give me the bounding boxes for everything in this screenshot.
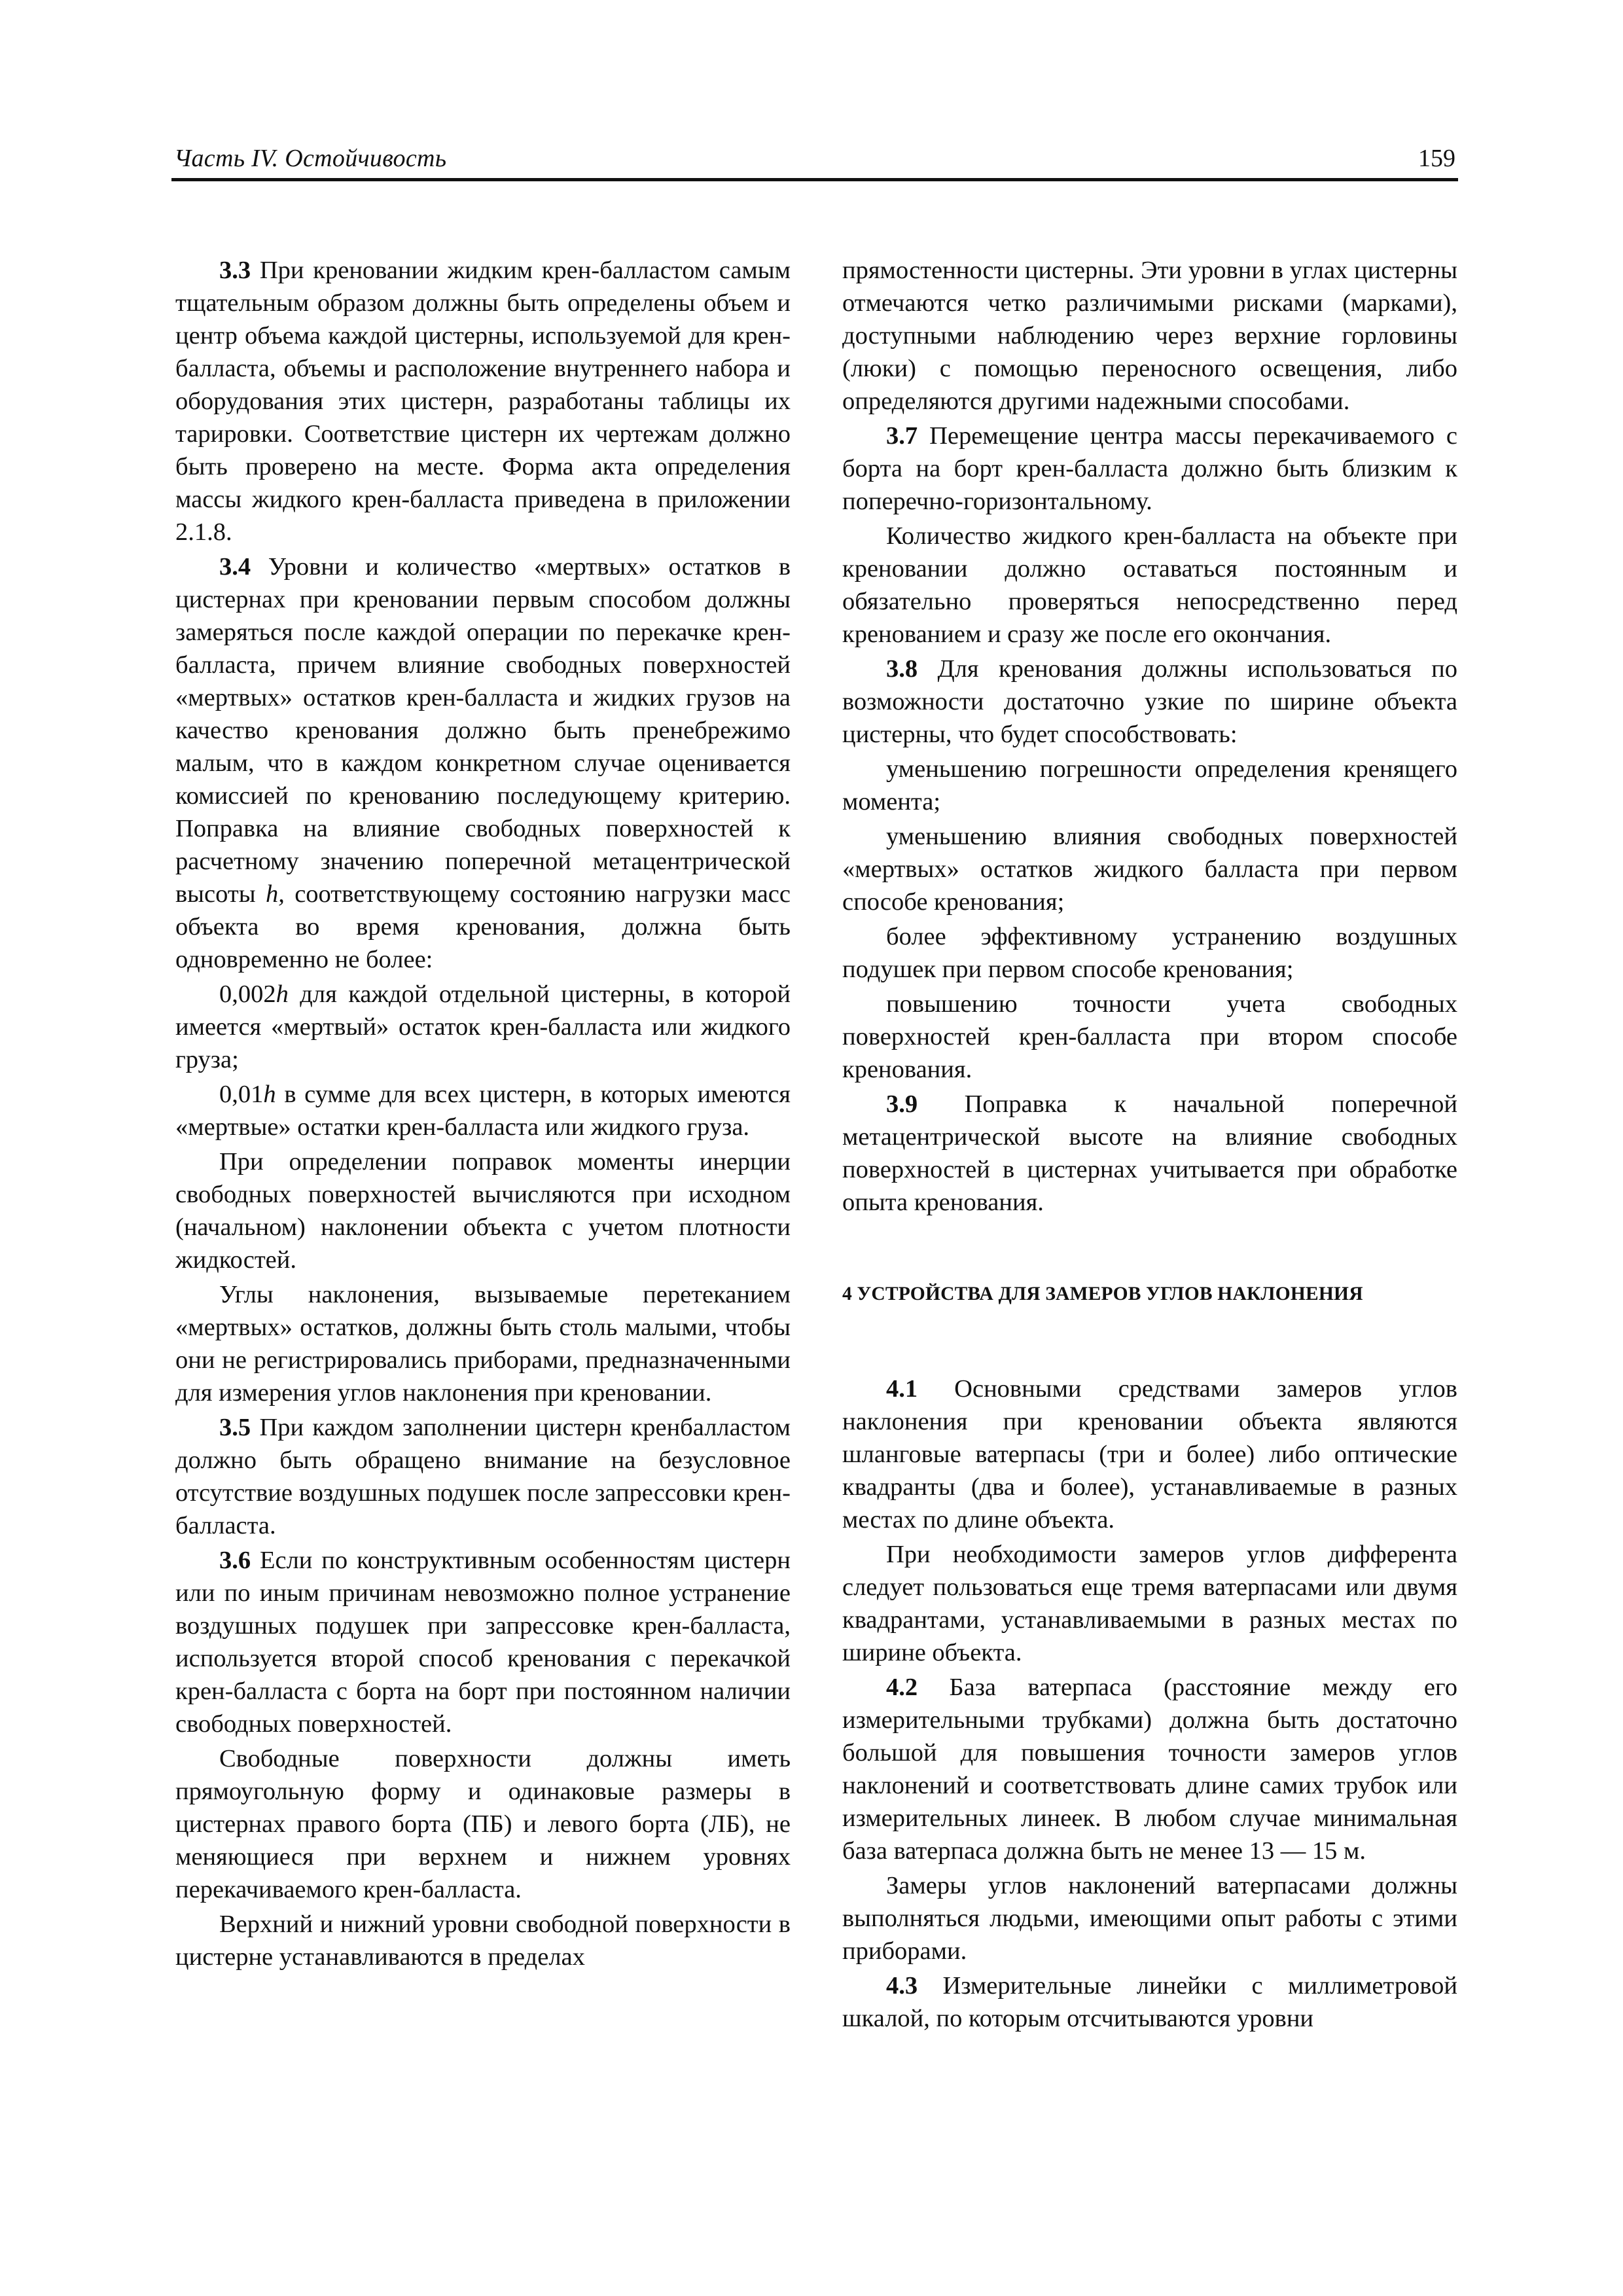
list-item-single-tank bbox=[175, 978, 791, 1076]
clause-number: 3.3 bbox=[219, 257, 251, 284]
math-variable: h, bbox=[265, 880, 285, 908]
paragraph-operators: Замеры углов наклонений ватерпасами должны выполняться людьми, имеющими опыт работы с этими приборами. bbox=[842, 1872, 1457, 1965]
clause-number: 3.9 bbox=[886, 1090, 918, 1118]
paragraph-text: Основными средствами замеров углов наклонения при креновании объекта являются шланговые ватерпасы (три и более) либо оптические квадранты (два и более), устанавливаемые в разных местах по длине объекта. bbox=[842, 1375, 1457, 1534]
page-number: 159 bbox=[1418, 145, 1455, 172]
math-variable: h bbox=[276, 980, 289, 1008]
running-header bbox=[171, 139, 1458, 181]
paragraph-levels: Верхний и нижний уровни свободной поверхности в цистерне устанавливаются в пределах bbox=[175, 1910, 791, 1971]
section-heading: 4 УСТРОЙСТВА ДЛЯ ЗАМЕРОВ УГЛОВ НАКЛОНЕНИЯ bbox=[842, 1283, 1363, 1304]
paragraph-text: При креновании жидким крен-балластом самым тщательным образом должны быть определены объем и центр объема каждой цистерны, используемой для крен-балласта, объемы и расположение внутреннего набора и оборудования этих цистерн, разработаны таблицы их тарировки. Соответствие цистерн их чертежам должно быть проверено на месте. Форма акта определения массы жидкого крен-балласта приведена в приложении 2.1.8. bbox=[175, 257, 791, 546]
paragraph-free-surfaces: Свободные поверхности должны иметь прямоугольную форму и одинаковые размеры в цистернах правого борта (ПБ) и левого борта (ЛБ), не меняющиеся при верхнем и нижнем уровнях перекачиваемого крен-балласта. bbox=[175, 1745, 791, 1903]
math-variable: h bbox=[263, 1081, 276, 1108]
paragraph-4-3 bbox=[842, 1969, 1457, 2035]
list-item-air-pockets: более эффективному устранению воздушных подушек при первом способе кренования; bbox=[842, 923, 1457, 983]
paragraph-3-3 bbox=[175, 254, 791, 548]
paragraph-text: База ватерпаса (расстояние между его измерительными трубками) должна быть достаточно большой для повышения точности замеров углов наклонений и соответствовать длине самих трубок или измерительных линеек. В любом случае минимальная база ватерпаса должна быть не менее 13 — 15 м. bbox=[842, 1674, 1457, 1865]
paragraph-text: Если по конструктивным особенностям цистерн или по иным причинам невозможно полное устранение воздушных подушек при запрессовке крен-балласта, используется второй способ кренования с перекачкой крен-балласта с борта на борт при постоянном наличии свободных поверхностей. bbox=[175, 1547, 791, 1738]
paragraph-text: в сумме для всех цистерн, в которых имеются «мертвые» остатки крен-балласта или жидкого груза. bbox=[175, 1081, 791, 1141]
paragraph-text: для каждой отдельной цистерны, в которой имеется «мертвый» остаток крен-балласта или жидкого груза; bbox=[175, 980, 791, 1073]
paragraph-text: Перемещение центра массы перекачиваемого с борта на борт крен-балласта должно быть близким к поперечно-горизонтальному. bbox=[842, 422, 1457, 515]
paragraph-4-2 bbox=[842, 1671, 1457, 1867]
paragraph-continuation: прямостенности цистерны. Эти уровни в углах цистерны отмечаются четко различимыми рисками (марками), доступными наблюдению через верхние горловины (люки) с помощью переносного освещения, либо определяются другими надежными способами. bbox=[842, 257, 1457, 415]
clause-number: 3.5 bbox=[219, 1414, 251, 1441]
paragraph-text: Поправка к начальной поперечной метацентрической высоте на влияние свободных поверхностей в цистернах учитывается при обработке опыта кренования. bbox=[842, 1090, 1457, 1216]
paragraph-3-6 bbox=[175, 1544, 791, 1740]
paragraph-3-5 bbox=[175, 1411, 791, 1542]
list-item-heeling-moment: уменьшению погрешности определения кренящего момента; bbox=[842, 755, 1457, 816]
paragraph-inertia: При определении поправок моменты инерции свободных поверхностей вычисляются при исходном (начальном) наклонении объекта с учетом плотности жидкостей. bbox=[175, 1148, 791, 1274]
list-item-dead-residues: уменьшению влияния свободных поверхностей «мертвых» остатков жидкого балласта при первом способе кренования; bbox=[842, 823, 1457, 916]
paragraph-text: Для кренования должны использоваться по возможности достаточно узкие по ширине объекта цистерны, что будет способствовать: bbox=[842, 655, 1457, 748]
clause-number: 4.2 bbox=[886, 1674, 918, 1701]
paragraph-4-1 bbox=[842, 1372, 1457, 1536]
paragraph-ballast-quantity: Количество жидкого крен-балласта на объекте при креновании должно оставаться постоянным и обязательно проверяться непосредственно перед кренованием и сразу же после его окончания. bbox=[842, 522, 1457, 648]
paragraph-text: Измерительные линейки с миллиметровой шкалой, по которым отсчитываются уровни bbox=[842, 1972, 1457, 2032]
limit-value: 0,01 bbox=[219, 1081, 264, 1108]
paragraph-text: соответствующему состоянию нагрузки масс объекта во время кренования, должна быть одновременно не более: bbox=[175, 880, 791, 973]
paragraph-3-8 bbox=[842, 653, 1457, 751]
clause-number: 3.8 bbox=[886, 655, 918, 683]
clause-number: 3.6 bbox=[219, 1547, 251, 1574]
limit-value: 0,002 bbox=[219, 980, 276, 1008]
clause-number: 3.4 bbox=[219, 553, 251, 581]
paragraph-3-7 bbox=[842, 420, 1457, 518]
paragraph-3-9 bbox=[842, 1088, 1457, 1219]
clause-number: 3.7 bbox=[886, 422, 918, 450]
paragraph-heel-angles: Углы наклонения, вызываемые перетеканием «мертвых» остатков, должны быть столь малыми, чтобы они не регистрировались приборами, предназначенными для измерения углов наклонения при креновании. bbox=[175, 1281, 791, 1407]
left-column bbox=[175, 254, 791, 1975]
paragraph-trim-angles: При необходимости замеров углов дифферента следует пользоваться еще тремя ватерпасами или двумя квадрантами, устанавливаемыми в разных местах по ширине объекта. bbox=[842, 1541, 1457, 1666]
paragraph-text: При каждом заполнении цистерн кренбалластом должно быть обращено внимание на безусловное отсутствие воздушных подушек после запрессовки крен-балласта. bbox=[175, 1414, 791, 1539]
list-item-all-tanks bbox=[175, 1078, 791, 1143]
clause-number: 4.3 bbox=[886, 1972, 918, 2000]
right-column bbox=[842, 254, 1457, 2037]
paragraph-text: Уровни и количество «мертвых» остатков в цистернах при креновании первым способом должны замеряться после каждой операции по перекачке крен-балласта, причем влияние свободных поверхностей «мертвых» остатков крен-балласта и жидких грузов на качество кренования должно быть пренебрежимо малым, что в каждом конкретном случае оценивается комиссией по кренованию последующему критерию. Поправка на влияние свободных поверхностей к расчетному значению поперечной метацентрической высоты bbox=[175, 553, 791, 908]
running-title: Часть IV. Остойчивость bbox=[174, 145, 447, 172]
list-item-accuracy: повышению точности учета свободных поверхностей крен-балласта при втором способе кренования. bbox=[842, 990, 1457, 1083]
clause-number: 4.1 bbox=[886, 1375, 918, 1403]
paragraph-3-4 bbox=[175, 550, 791, 976]
